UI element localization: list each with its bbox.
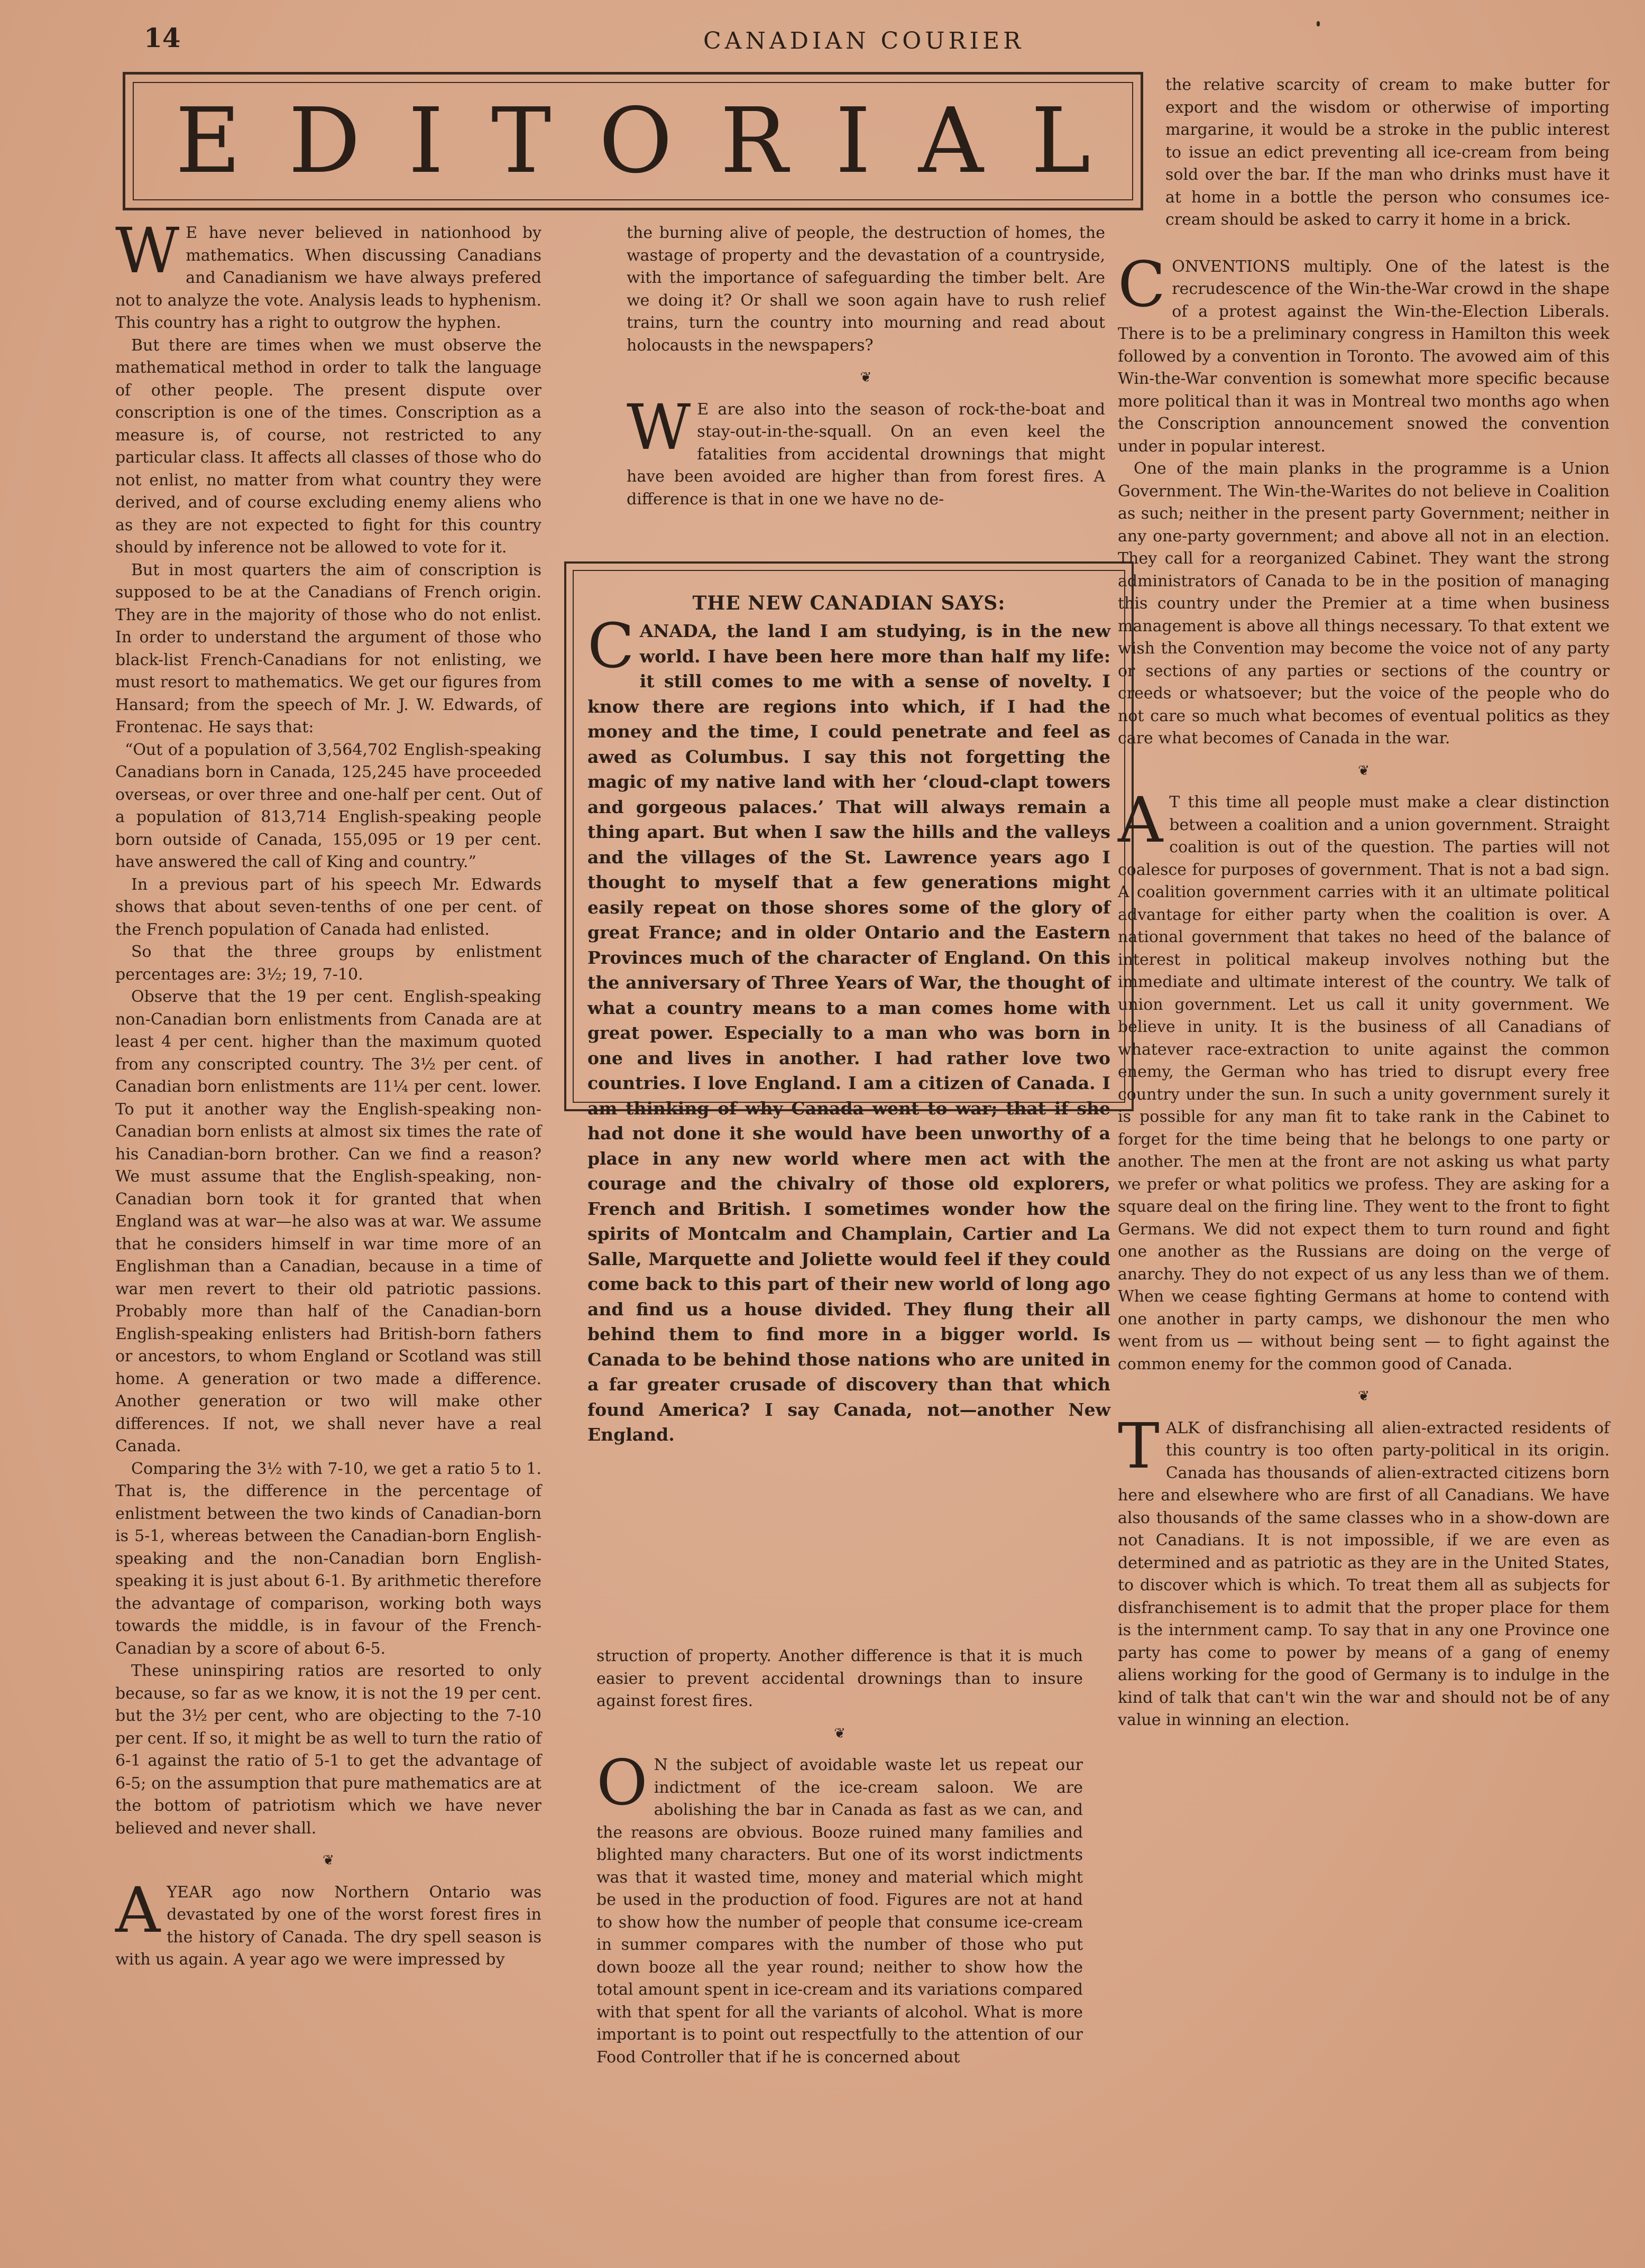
spacer [1118,232,1610,256]
fleuron-separator: ❦ [860,370,872,385]
paragraph: One of the main planks in the programme is a Union Government. The Win-the-Warites do not believe in Coalition as such; neither in the present party Government; neither in any one-party government; and above all not in an election. They call for a reorganized Cabinet. They want the strong administrators of Canada to be in the position of managing this country under the Premier at a time when business management is above all things necessary. To that extent we wish the Convention may become the voice not of any party or sections of any parties or sections of the country or creeds or whatsoever; but the voice of the people who do not care so much what becomes of eventual politics as they care what becomes of Canada in the war. [1118,459,1610,748]
fleuron-separator: ❦ [1358,762,1370,779]
drop-cap: W [115,214,180,287]
paragraph: the relative scarcity of cream to make butter for export and the wisdom or otherwise of importing margarine, it would be a stroke in the public interest to issue an edict preventing all ice-cream from being sold over the bar. If the man who drinks must have it at home in a bottle the person who consumes ice-cream should be asked to carry it home in a brick. [1165,76,1610,229]
article-conscription-intro [115,214,541,335]
hansard-quote: “Out of a population of 3,564,702 English-speaking Canadians born in Canada, 125,245 have proceeded overseas, or over three and one-half per cent. Out of a population of 813,714 English-speaking people born outside of Canada, 155,095 or 19 per cent. have answered the call of King and country.” [115,740,541,871]
box-inner-frame [573,570,1125,1445]
article-ice-cream-saloon [596,1746,1083,2069]
magazine-title: CANADIAN COURIER [703,27,1025,54]
paragraph: In a previous part of his speech Mr. Edwards shows that about seven-tenths of one per cent. of the French population of Canada had enlisted. [115,875,541,939]
article-forest-fires [115,1873,541,1971]
column-2-top [627,222,1105,511]
masthead-title: EDITORIAL [175,89,1138,193]
column-1 [115,214,541,1971]
paragraph: These uninspiring ratios are resorted to only because, so far as we know, it is not the 19 per cent. but the 3½ per cent, who are objecting to the 7-10 per cent. If so, it might be as well to turn the ratio of 6-1 against the ratio of 5-1 to get the advantage of 6-5; on the assumption that pure mathematics are at the bottom of patriotism which we have never believed and never shall. [115,1662,541,1838]
paragraph-text: ALK of disfranchising all alien-extracted residents of this country is too often party-political in its origin. Canada has thousands of alien-extracted citizens born here and elsewhere who are first of all Canadians. We have also thousands of the same classes who in a show-down are not Canadians. It is not impossible, if we are even as determined and as patriotic as they are in the United States, to discover which is which. To treat them all as subjects for disfranchisement is to admit that the proper place for them is the internment camp. To say that in any one Province one party has come to power by means of a gang of enemy aliens working for the good of Germany is to indulge in the kind of talk that can't win the war and should not be of any value in winning an election. [1118,1418,1610,1729]
drop-cap: O [596,1746,648,1819]
paragraph-text: N the subject of avoidable waste let us repeat our indictment of the ice-cream saloon. We are abolishing the bar in Canada as fast as we can, and the reasons are obvious. Booze ruined many families and blighted many characters. But one of its worst indictments was that it wasted time, money and material which might be used in the production of food. Figures are not at hand to show how the number of people that consume ice-cream in summer compares with the number of those who put down booze all the year round; neither to show how the total amount spent in ice-cream and its variations compared with that spent for all the variants of alcohol. What is more important is to point out respectfully to the attention of our Food Controller that if he is concerned about [596,1756,1083,2067]
paragraph-text: T this time all people must make a clear distinction between a coalition and a union government. Straight coalition is out of the question. The parties will not coalesce for purposes of government. That is not a bad sign. A coalition government carries with it an ultimate political advantage for either party when the coalition is over. A national government that takes no heed of the balance of interest in political makeup involves nothing but the immediate and ultimate interest of the country. We talk of union government. Let us call it unity government. We believe in unity. It is the business of all Canadians of whatever race-extraction to unite against the common enemy, the German who has tried to disrupt every free country under the sun. In such a unity government surely it is possible for any man fit to take rank in the Cabinet to forget for the time being that he belongs to one party or another. The men at the front are not asking us what party we prefer or what politics we profess. They are asking for a square deal on the firing line. They went to the front to fight Germans. We did not expect them to turn round and fight one another as the Russians are doing on the verge of anarchy. They do not expect of us any less than we of them. When we cease fighting Germans at home to contend with one another in party camps, we dishonour the men who went from us — without being sent — to fight against the common enemy for the common good of Canada. [1118,793,1610,1373]
drop-cap: C [587,611,635,682]
article-union-government [1118,783,1610,1376]
column-2-bottom [596,1645,1083,2069]
new-canadian-says-box [564,561,1134,1445]
drop-cap: A [1118,783,1163,856]
box-title: THE NEW CANADIAN SAYS: [692,592,1006,614]
box-body [587,611,1110,1448]
paragraph-text: E are also into the season of rock-the-boat and stay-out-in-the-squall. On an even keel the fatalities from accidental drownings that might have been avoided are higher than from forest fires. A difference is that in one we have no de- [627,400,1105,509]
ink-speck [1317,21,1320,26]
column-3 [1118,74,1610,1732]
fleuron-separator: ❦ [1358,1388,1370,1404]
fleuron-separator: ❦ [834,1725,846,1741]
paragraph-text: ONVENTIONS multiply. One of the latest is the recrudescence of the Win-the-War crowd in the shape of a protest against the Win-the-Election Liberals. There is to be a preliminary congress in Hamilton this week followed by a convention in Toronto. The avowed aim of this Win-the-War convention is somewhat more specific because more political than it was in Montreal two months ago when the Conscription announcement snowed the convention under in popular interest. [1118,257,1610,456]
paragraph-text: E have never believed in nationhood by mathematics. When discussing Canadians and Canadianism we have always prefered not to analyze the vote. Analysis leads to hyphenism. This country has a right to outgrow the hyphen. [115,224,541,332]
article-drownings [627,390,1105,511]
paragraph: Observe that the 19 per cent. English-speaking non-Canadian born enlistments from Canada are at least 4 per cent. higher than the maximum quoted from any conscripted country. The 3½ per cent. of Canadian born enlistments are 11¼ per cent. lower. To put it another way the English-speaking non-Canadian born enlists at almost six times the rate of his Canadian-born brother. Can we find a reason? We must assume that the English-speaking, non-Canadian born took it for granted that when England was at war—he also was at war. We assume that he considers himself in war time more of an Englishman than a Canadian, because in a time of war men revert to their old patriotic passions. Probably more than half of the Canadian-born English-speaking enlisters had British-born fathers or ancestors, to whom England or Scotland was still home. A generation or two made a difference. Another generation or two will make other differences. If not, we shall never have a real Canada. [115,988,541,1455]
paragraph: So that the three groups by enlistment percentages are: 3½; 19, 7-10. [115,943,541,984]
page-number: 14 [144,22,181,53]
drop-cap: A [115,1873,161,1947]
paragraph: But in most quarters the aim of conscription is supposed to be at the Canadians of French origin. They are in the majority of those who do not enlist. In order to understand the argument of those who black-list French-Canadians for not enlisting, we must resort to mathematics. We get our figures from Hansard; from the speech of Mr. J. W. Edwards, of Frontenac. He says that: [115,560,541,736]
box-text: ANADA, the land I am studying, is in the new world. I have been here more than half my life: it still comes to me with a sense of novelty. I know there are regions into which, if I had the money and the time, I could penetrate and feel as awed as Columbus. I say this not forgetting the magic of my native land with her ‘cloud-clapt towers and gorgeous palaces.’ That will always remain a thing apart. But when I saw the hills and the valleys and the villages of the St. Lawrence years ago I thought to myself that a few generations might easily repeat on those shores some of the glory of great France; and in older Ontario and the Eastern Provinces much of the character of England. On this the anniversary of Three Years of War, the thought of what a country means to a man comes home with great power. Especially to a man who was born in one and lives in another. I had rather love two countries. I love England. I am a citizen of Canada. I am thinking of why Canada went to war; that if she had not done it she would have been unworthy of a place in any new world where men act with the courage and the chivalry of those old explorers, French and British. I sometimes wonder how the spirits of Montcalm and Champlain, Cartier and La Salle, Marquette and Joliette would feel if they could come back to this part of their new world of long ago and find us a house divided. They flung their all behind them to find more in a bigger world. Is Canada to be behind those nations who are united in a far greater crusade of discovery than that which found America? I say Canada, not—another New England. [587,621,1110,1445]
paragraph-text: YEAR ago now Northern Ontario was devastated by one of the worst forest fires in the history of Canada. The dry spell season is with us again. A year ago we were impressed by [115,1883,541,1969]
fleuron-separator: ❦ [323,1852,334,1868]
article-alien-disfranchisement [1118,1409,1610,1732]
drop-cap: W [627,390,691,464]
drop-cap: T [1118,1409,1160,1482]
editorial-masthead [123,72,1143,210]
masthead-inner-frame [133,82,1138,200]
drop-cap: C [1118,247,1166,321]
article-conventions [1118,247,1610,458]
paragraph: struction of property. Another difference is that it is much easier to prevent accidental drownings than to insure against forest fires. [596,1647,1083,1710]
paragraph: Comparing the 3½ with 7-10, we get a ratio 5 to 1. That is, the difference in the percentage of enlistment between the two kinds of Canadian-born is 5-1, whereas between the Canadian-born English-speaking and the non-Canadian born English-speaking it is just about 6-1. By arithmetic therefore the advantage of comparison, working both ways towards the middle, is in favour of the French-Canadian by a score of about 6-5. [115,1459,541,1658]
paragraph: the burning alive of people, the destruction of homes, the wastage of property and the devastation of a countryside, with the importance of safeguarding the timber belt. Are we doing it? Or shall we soon again have to rush relief trains, turn the country into mourning and read about holocausts in the newspapers? [627,224,1105,355]
paragraph: But there are times when we must observe the mathematical method in order to talk the language of other people. The present dispute over conscription is one of the times. Conscription as a measure is, of course, not restricted to any particular class. It affects all classes of those who do not enlist, no matter from what country they were derived, and of course excluding enemy aliens who as they are not expected to fight for this country should by inference not be allowed to vote for it. [115,336,541,557]
